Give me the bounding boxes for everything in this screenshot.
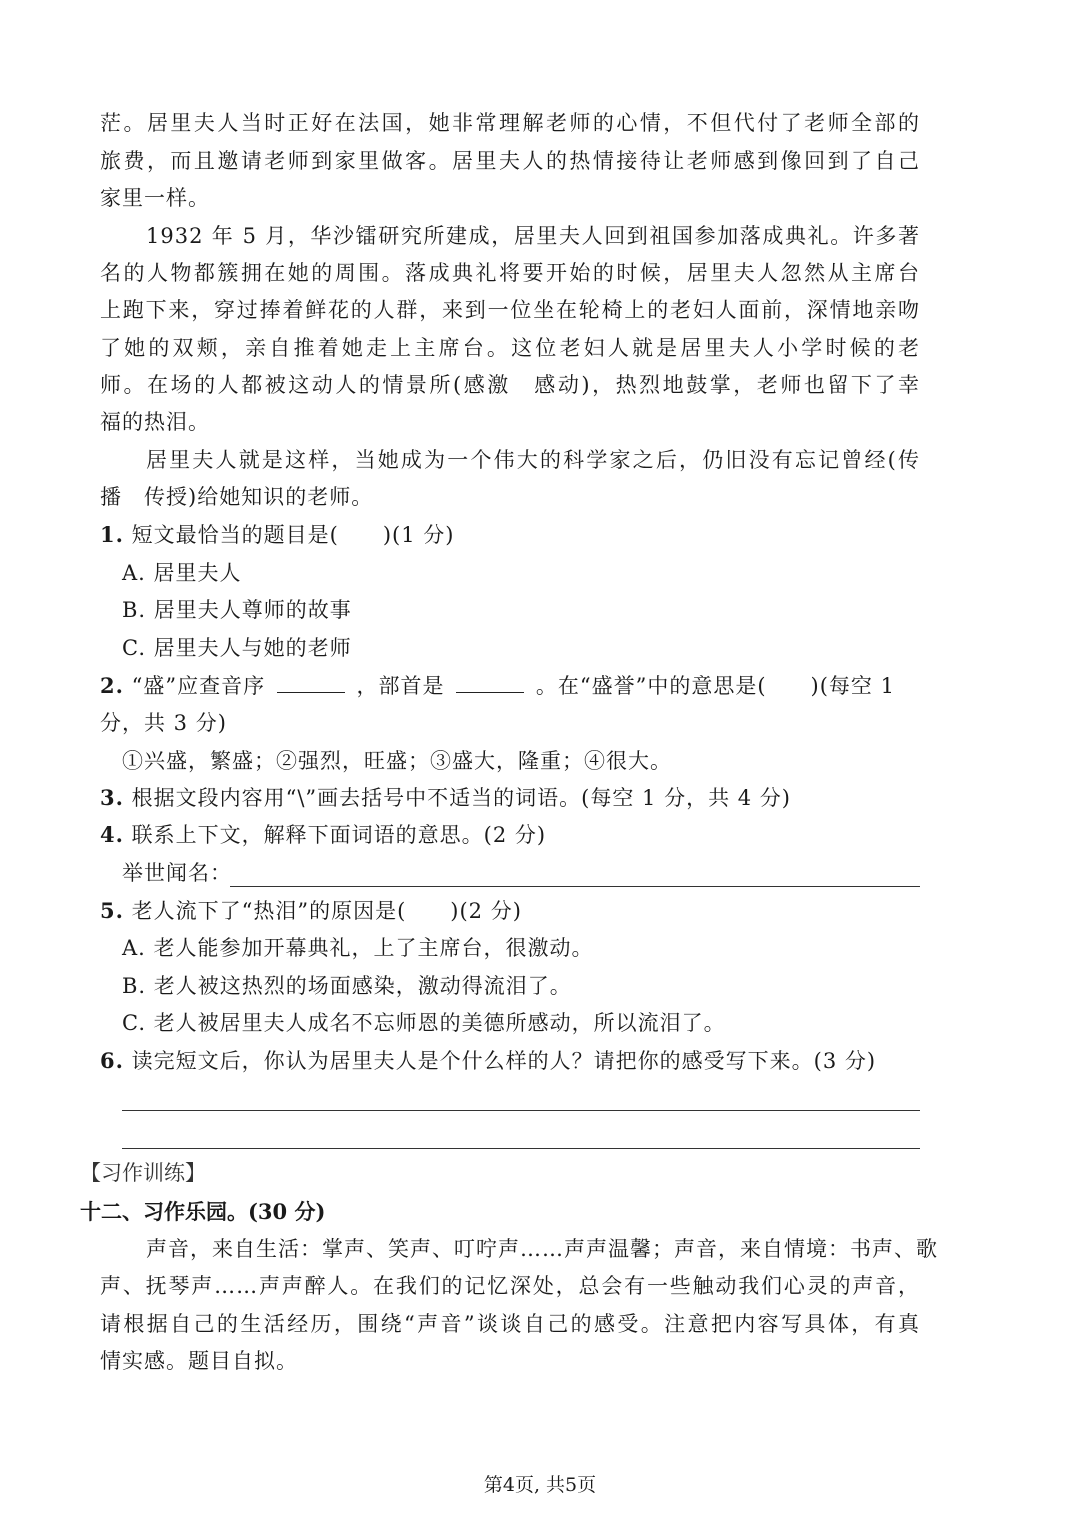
option-b: B. 老人被这热烈的场面感染，激动得流泪了。: [122, 974, 572, 998]
passage-line: 播 传授)给她知识的老师。: [100, 485, 374, 509]
question-text: 读完短文后，你认为居里夫人是个什么样的人？请把你的感受写下来。(3 分): [131, 1049, 877, 1073]
question-number: 1.: [100, 522, 124, 547]
question-number: 5.: [100, 898, 124, 923]
question-text: “盛”应查音序: [131, 674, 266, 698]
section-title: 十二、习作乐园。(30 分): [80, 1199, 326, 1224]
question-6: [100, 1046, 920, 1076]
writing-prompt-line: 声音，来自生活：掌声、笑声、叮咛声……声声温馨；声音，来自情境：书声、歌: [146, 1237, 938, 1261]
passage-line: 了她的双颊，亲自推着她走上主席台。这位老妇人就是居里夫人小学时候的老: [100, 336, 920, 360]
passage-line: 上跑下来，穿过捧着鲜花的人群，来到一位坐在轮椅上的老妇人面前，深情地亲吻: [100, 298, 920, 322]
option-c: C. 居里夫人与她的老师: [122, 636, 352, 660]
question-text: ，部首是: [356, 674, 445, 698]
passage-line: 师。在场的人都被这动人的情景所(感激 感动)，热烈地鼓掌，老师也留下了幸: [100, 373, 920, 397]
passage-line: 1932 年 5 月，华沙镭研究所建成，居里夫人回到祖国参加落成典礼。许多著: [146, 224, 920, 248]
passage-line: 福的热泪。: [100, 410, 210, 434]
question-text: 联系上下文，解释下面词语的意思。(2 分): [131, 823, 547, 847]
question-text: 老人流下了“热泪”的原因是( )(2 分): [131, 899, 522, 923]
answer-blank[interactable]: [277, 672, 345, 693]
passage-line: 居里夫人就是这样，当她成为一个伟大的科学家之后，仍旧没有忘记曾经(传: [146, 448, 920, 472]
answer-blank[interactable]: [456, 672, 524, 693]
question-2-meanings: ①兴盛，繁盛；②强烈，旺盛；③盛大，隆重；④很大。: [122, 749, 672, 773]
writing-prompt-line: 声、抚琴声……声声醉人。在我们的记忆深处，总会有一些触动我们心灵的声音，: [100, 1274, 920, 1298]
page-number: 第4页, 共5页: [483, 1474, 597, 1496]
answer-line[interactable]: [230, 886, 920, 887]
question-text: 。在“盛誉”中的意思是( )(每空 1: [535, 674, 895, 698]
question-1: [100, 520, 920, 550]
question-text: 短文最恰当的题目是( )(1 分): [131, 523, 455, 547]
question-4-word: 举世闻名：: [122, 861, 232, 885]
option-a: A. 老人能参加开幕典礼，上了主席台，很激动。: [122, 936, 594, 960]
question-number: 4.: [100, 822, 124, 847]
question-5: [100, 896, 920, 926]
question-3: [100, 783, 920, 813]
section-tag: 【习作训练】: [80, 1161, 206, 1185]
question-2-line-2: 分，共 3 分): [100, 711, 227, 735]
writing-prompt-line: 请根据自己的生活经历，围绕“声音”谈谈自己的感受。注意把内容写具体，有真: [100, 1312, 920, 1336]
passage-line: 家里一样。: [100, 186, 210, 210]
passage-line: 茫。居里夫人当时正好在法国，她非常理解老师的心情，不但代付了老师全部的: [100, 111, 920, 135]
question-number: 2.: [100, 673, 124, 698]
question-2: [100, 671, 920, 701]
passage-line: 旅费，而且邀请老师到家里做客。居里夫人的热情接待让老师感到像回到了自己: [100, 149, 920, 173]
writing-prompt-line: 情实感。题目自拟。: [100, 1349, 298, 1373]
question-4: [100, 820, 920, 850]
answer-line[interactable]: [122, 1148, 920, 1149]
option-a: A. 居里夫人: [122, 561, 242, 585]
option-b: B. 居里夫人尊师的故事: [122, 598, 352, 622]
question-text: 根据文段内容用“\”画去括号中不适当的词语。(每空 1 分，共 4 分): [131, 786, 791, 810]
question-number: 6.: [100, 1048, 124, 1073]
question-number: 3.: [100, 785, 124, 810]
passage-line: 名的人物都簇拥在她的周围。落成典礼将要开始的时候，居里夫人忽然从主席台: [100, 261, 920, 285]
option-c: C. 老人被居里夫人成名不忘师恩的美德所感动，所以流泪了。: [122, 1011, 726, 1035]
answer-line[interactable]: [122, 1110, 920, 1111]
